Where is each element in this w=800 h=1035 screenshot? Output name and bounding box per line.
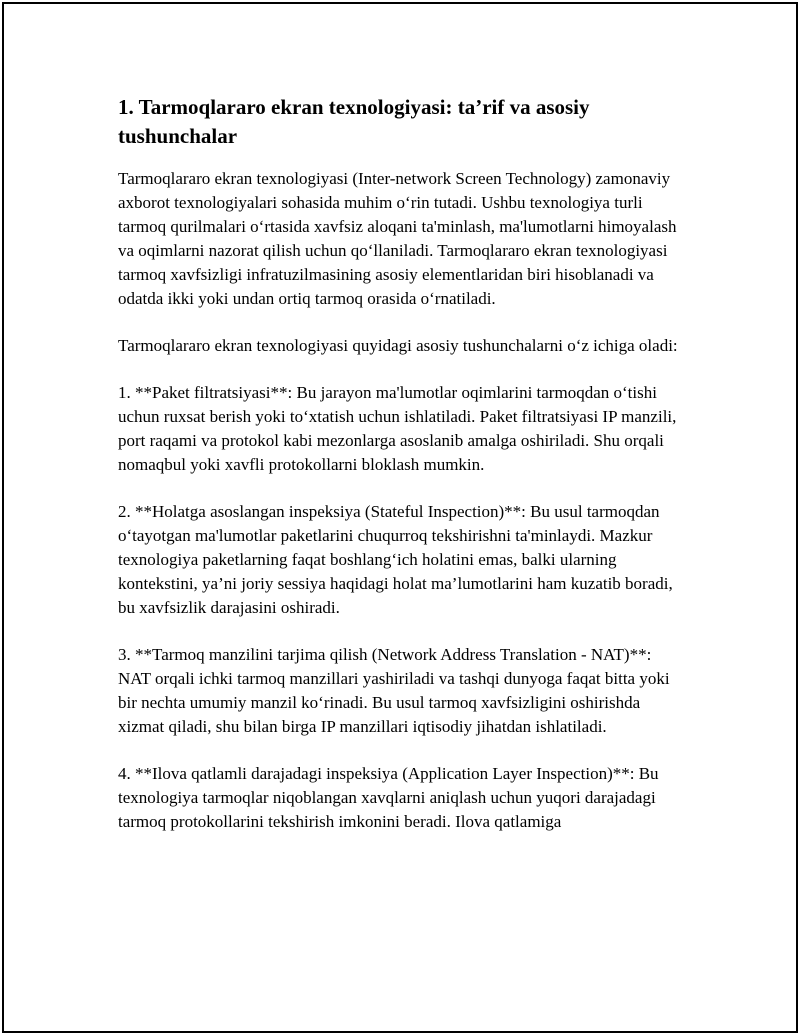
section-heading: 1. Tarmoqlararo ekran texnologiyasi: ta’rif va asosiy tushunchalar (118, 95, 590, 148)
concepts-intro-paragraph: Tarmoqlararo ekran texnologiyasi quyidagi asosiy tushunchalarni o‘z ichiga oladi: (118, 336, 678, 355)
list-item-nat: 3. **Tarmoq manzilini tarjima qilish (Network Address Translation - NAT)**: NAT orqali ichki tarmoq manzillari yashiriladi va tashqi dunyoga faqat bitta yoki bir nechta umumiy manzil ko‘rinadi. Bu usul tarmoq xavfsizligini oshirishda xizmat qiladi, shu bilan birga IP manzillari iqtisodiy jihatdan ishlatiladi. (118, 645, 670, 736)
intro-paragraph: Tarmoqlararo ekran texnologiyasi (Inter-network Screen Technology) zamonaviy axborot texnologiyalari sohasida muhim o‘rin tutadi. Ushbu texnologiya turli tarmoq qurilmalari o‘rtasida xavfsiz aloqani ta'minlash, ma'lumotlarni himoyalash va oqimlarni nazorat qilish uchun qo‘llaniladi. Tarmoqlararo ekran texnologiyasi tarmoq xavfsizligi infratuzilmasining asosiy elementlaridan biri hisoblanadi va odatda ikki yoki undan ortiq tarmoq orasida o‘rnatiladi. (118, 169, 677, 308)
list-item-application-layer-inspection: 4. **Ilova qatlamli darajadagi inspeksiya (Application Layer Inspection)**: Bu texnologiya tarmoqlar niqoblangan xavqlarni aniqlash uchun yuqori darajadagi tarmoq protokollarini tekshirish imkonini beradi. Ilova qatlamiga (118, 764, 659, 831)
document-body (118, 93, 688, 857)
list-item-stateful-inspection: 2. **Holatga asoslangan inspeksiya (Stateful Inspection)**: Bu usul tarmoqdan o‘tayotgan ma'lumotlar paketlarini chuqurroq tekshirishni ta'minlaydi. Mazkur texnologiya paketlarning faqat boshlang‘ich holatini emas, balki ularning kontekstini, ya’ni joriy sessiya haqidagi holat ma’lumotlarini ham kuzatib boradi, bu xavfsizlik darajasini oshiradi. (118, 502, 673, 617)
list-item-packet-filtering: 1. **Paket filtratsiyasi**: Bu jarayon ma'lumotlar oqimlarini tarmoqdan o‘tishi uchun ruxsat berish yoki to‘xtatish uchun ishlatiladi. Paket filtratsiyasi IP manzili, port raqami va protokol kabi mezonlarga asoslanib amalga oshiriladi. Shu orqali nomaqbul yoki xavfli protokollarni bloklash mumkin. (118, 383, 677, 474)
